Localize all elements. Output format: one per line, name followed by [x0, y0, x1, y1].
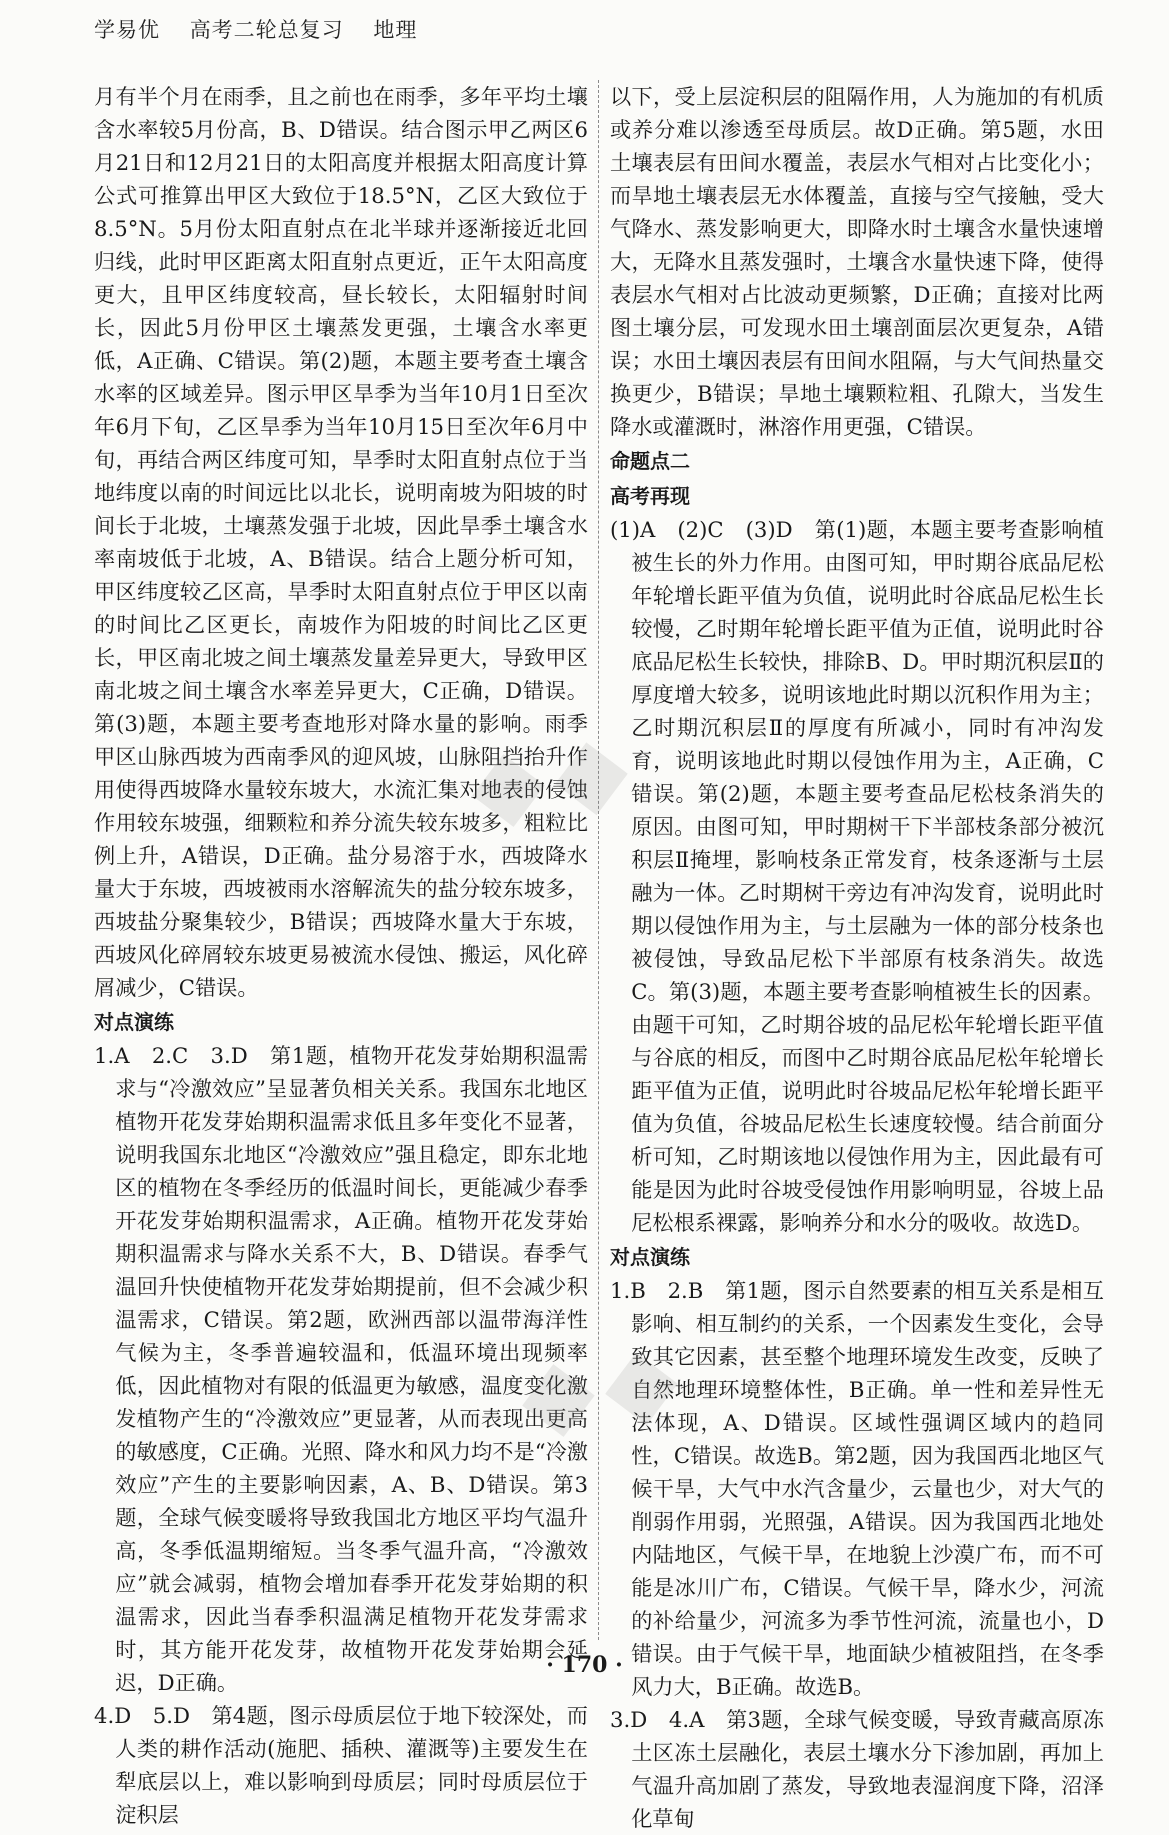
subject-name: 地理: [373, 18, 418, 42]
section-heading-topic-two: 命题点二: [610, 449, 690, 473]
section-heading-practice-2: 对点演练: [610, 1245, 690, 1269]
book-title: 高考二轮总复习: [189, 18, 344, 42]
left-paragraph-continued: 月有半个月在雨季，且之前也在雨季，多年平均土壤含水率较5月份高，B、D错误。结合图示甲乙两区6月21日和12月21日的太阳高度并根据太阳高度计算公式可推算出甲区大致位于18.5°N，乙区大致位于8.5°N。5月份太阳直射点在北半球并逐渐接近北回归线，此时甲区距离太阳直射点更近，正午太阳高度更大，且甲区纬度较高，昼长较长，太阳辐射时间长，因此5月份甲区土壤蒸发更强，土壤含水率更低，A正确、C错误。第(2)题，本题主要考查土壤含水率的区域差异。图示甲区旱季为当年10月1日至次年6月下旬，乙区旱季为当年10月15日至次年6月中旬，再结合两区纬度可知，旱季时太阳直射点位于当地纬度以南的时间远比以北长，说明南坡为阳坡的时间长于北坡，土壤蒸发强于北坡，因此旱季土壤含水率南坡低于北坡，A、B错误。结合上题分析可知，甲区纬度较乙区高，旱季时太阳直射点位于甲区以南的时间比乙区更长，南坡作为阳坡的时间比乙区更长，甲区南北坡之间土壤蒸发量差异更大，导致甲区南北坡之间土壤含水率差异更大，C正确，D错误。第(3)题，本题主要考查地形对降水量的影响。雨季甲区山脉西坡为西南季风的迎风坡，山脉阻挡抬升作用使得西坡降水量较东坡大，水流汇集对地表的侵蚀作用较东坡强，细颗粒和养分流失较东坡多，粗粒比例上升，A错误，D正确。盐分易溶于水，西坡降水量大于东坡，西坡被雨水溶解流失的盐分较东坡多，西坡盐分聚集较少，B错误；西坡降水量大于东坡，西坡风化碎屑较东坡更易被流水侵蚀、搬运，风化碎屑减少，C错误。: [94, 84, 588, 1000]
watermark-mark-2: ◆◆: [513, 1318, 695, 1454]
column-divider: [598, 80, 599, 1640]
watermark-mark: ◆◆: [463, 708, 645, 844]
section-heading-practice: 对点演练: [94, 1010, 174, 1034]
page-number: · 170 ·: [546, 1652, 623, 1678]
right-paragraph-continued: 以下，受上层淀积层的阻隔作用，人为施加的有机质或养分难以渗透至母质层。故D正确。第5题，水田土壤表层有田间水覆盖，表层水气相对占比变化小；而旱地土壤表层无水体覆盖，直接与空气接触，受大气降水、蒸发影响更大，即降水时土壤含水量快速增大，无降水且蒸发强时，土壤含水量快速下降，使得表层水气相对占比波动更频繁，D正确；直接对比两图土壤分层，可发现水田土壤剖面层次更复杂，A错误；水田土壤因表层有田间水阻隔，与大气间热量交换更少，B错误；旱地土壤颗粒粗、孔隙大，当发生降水或灌溉时，淋溶作用更强，C错误。: [610, 84, 1104, 439]
section-heading-exam-review: 高考再现: [610, 484, 690, 508]
running-header: [94, 14, 439, 44]
right-column: [610, 80, 1104, 1835]
left-column: [94, 80, 588, 1831]
answer-item-exam: (1)A (2)C (3)D 第(1)题，本题主要考查影响植被生长的外力作用。由图可知，甲时期谷底品尼松年轮增长距平值为负值，说明此时谷底品尼松生长较慢，乙时期年轮增长距平值为正值，说明此时谷底品尼松生长较快，排除B、D。甲时期沉积层Ⅱ的厚度增大较多，说明该地此时期以沉积作用为主；乙时期沉积层Ⅱ的厚度有所减小，同时有冲沟发育，说明该地此时期以侵蚀作用为主，A正确，C错误。第(2)题，本题主要考查品尼松枝条消失的原因。由图可知，甲时期树干下半部枝条部分被沉积层Ⅱ掩埋，影响枝条正常发育，枝条逐渐与土层融为一体。乙时期树干旁边有冲沟发育，说明此时期以侵蚀作用为主，与土层融为一体的部分枝条也被侵蚀，导致品尼松下半部原有枝条消失。故选C。第(3)题，本题主要考查影响植被生长的因素。由题干可知，乙时期谷坡的品尼松年轮增长距平值与谷底的相反，而图中乙时期谷底品尼松年轮增长距平值为正值，说明此时谷坡品尼松年轮增长距平值为负值，谷坡品尼松生长速度较慢。结合前面分析可知，乙时期该地以侵蚀作用为主，因此最有可能是因为此时谷坡受侵蚀作用影响明显，谷坡上品尼松根系裸露，影响养分和水分的吸收。故选D。: [610, 517, 1104, 1235]
answer-item-3-4: 3.D 4.A 第3题，全球气候变暖，导致青藏高原冻土区冻土层融化，表层土壤水分下渗加剧，再加上气温升高加剧了蒸发，导致地表湿润度下降，沼泽化草甸: [610, 1707, 1104, 1831]
answer-item-1-3: 1.A 2.C 3.D 第1题，植物开花发芽始期积温需求与“冷激效应”呈显著负相关关系。我国东北地区植物开花发芽始期积温需求低且多年变化不显著，说明我国东北地区“冷激效应”强且稳定，即东北地区的植物在冬季经历的低温时间长，更能减少春季开花发芽始期积温需求，A正确。植物开花发芽始期积温需求与降水关系不大，B、D错误。春季气温回升快使植物开花发芽始期提前，但不会减少积温需求，C错误。第2题，欧洲西部以温带海洋性气候为主，冬季普遍较温和，低温环境出现频率低，因此植物对有限的低温更为敏感，温度变化激发植物产生的“冷激效应”更显著，从而表现出更高的敏感度，C正确。光照、降水和风力均不是“冷激效应”产生的主要影响因素，A、B、D错误。第3题，全球气候变暖将导致我国北方地区平均气温升高，冬季低温期缩短。当冬季气温升高，“冷激效应”就会减弱，植物会增加春季开花发芽始期的积温需求，因此当春季积温满足植物开花发芽需求时，其方能开花发芽，故植物开花发芽始期会延迟，D正确。: [94, 1043, 588, 1695]
brand-name: 学易优: [94, 18, 160, 42]
answer-item-1-2: 1.B 2.B 第1题，图示自然要素的相互关系是相互影响、相互制约的关系，一个因素发生变化，会导致其它因素，甚至整个地理环境发生改变，反映了自然地理环境整体性，B正确。单一性和差异性无法体现，A、D错误。区域性强调区域内的趋同性，C错误。故选B。第2题，因为我国西北地区气候干旱，大气中水汽含量少，云量也少，对大气的削弱作用弱，光照强，A错误。因为我国西北地处内陆地区，气候干旱，在地貌上沙漠广布，而不可能是冰川广布，C错误。气候干旱，降水少，河流的补给量少，河流多为季节性河流，流量也小，D错误。由于气候干旱，地面缺少植被阻挡，在冬季风力大，B正确。故选B。: [610, 1278, 1104, 1699]
answer-item-4-5: 4.D 5.D 第4题，图示母质层位于地下较深处，而人类的耕作活动(施肥、插秧、灌溉等)主要发生在犁底层以上，难以影响到母质层；同时母质层位于淀积层: [94, 1703, 588, 1827]
